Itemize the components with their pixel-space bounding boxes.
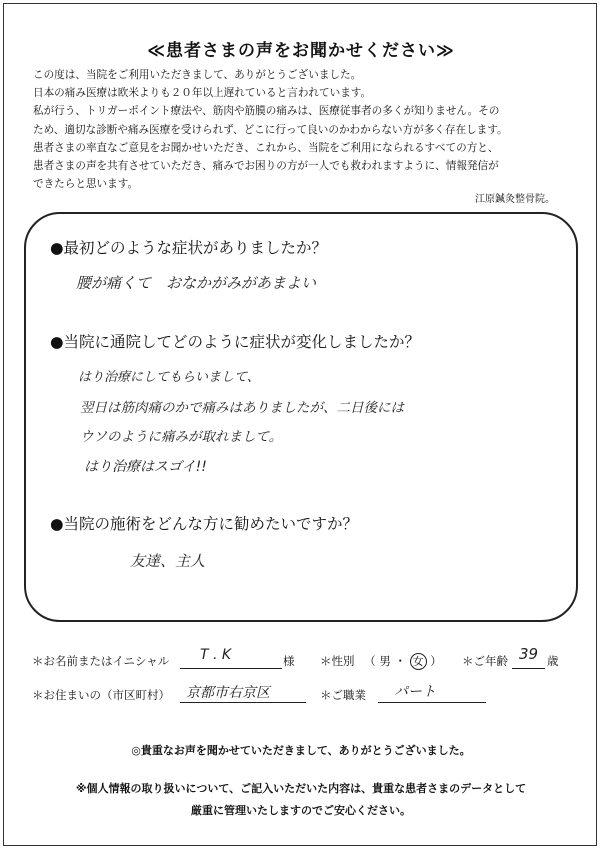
answer-2-line: 翌日は筋肉痛のかで痛みはありましたが、二日後には — [80, 400, 404, 416]
intro-line: 患者さまの声を共有させていただき、痛みでお困りの方が一人でも救われますように、情報発信が — [33, 160, 499, 173]
intro-line: 患者さまの率直なご意見をお聞かせいただき、これから、当院をご利用になられるすべての方と、 — [33, 141, 499, 154]
intro-line: できたらと思います。 — [33, 178, 139, 191]
name-value: T . K — [200, 647, 232, 663]
name-underline — [180, 668, 282, 669]
address-label: ＊お住まいの（市区町村） — [32, 688, 170, 702]
intro-line: 私が行う、トリガーポイント療法や、筋肉や筋膜の痛みは、医療従事者の多くが知りません。その — [33, 105, 500, 118]
intro-line: ため、適切な診断や痛み医療を受けられず、どこに行って良いのかわからない方が多く存在します。 — [33, 123, 508, 136]
address-underline — [180, 702, 306, 703]
age-value: 39 — [519, 645, 539, 663]
gender-label: ＊性別 — [320, 654, 355, 668]
gender-separator: ・ — [394, 654, 406, 668]
thanks-note: ◎貴重なお声を聞かせていただきまして、ありがとうございました。 — [131, 744, 471, 757]
gender-male: 男 — [379, 654, 391, 668]
question-2: ●当院に通院してどのように症状が変化しましたか？ — [50, 333, 421, 351]
answer-3-line: 友達、主人 — [130, 552, 206, 570]
age-suffix: 歳 — [547, 654, 559, 668]
job-value: パート — [394, 684, 436, 700]
gender-female-circled: 女 — [410, 653, 427, 670]
intro-line: この度は、当院をご利用いただきまして、ありがとうございました。 — [33, 69, 362, 81]
answer-1-line: 腰が痛くて おなかがみがあまよい — [76, 274, 317, 292]
address-value: 京都市右京区 — [186, 685, 270, 701]
privacy-note-line-2: 厳重に管理いたしますのでご安心ください。 — [191, 804, 411, 817]
name-label: ＊お名前またはイニシャル — [32, 654, 170, 668]
age-label: ＊ご年齢 — [462, 654, 508, 668]
gender-open: （ — [364, 654, 376, 668]
question-3: ●当院の施術をどんな方に勧めたいですか？ — [50, 515, 359, 533]
answer-2-line: ウソのように痛みが取れまして。 — [80, 429, 283, 445]
job-underline — [378, 702, 486, 703]
intro-line: 日本の痛み医療は欧米よりも２０年以上遅れていると言われています。 — [33, 87, 372, 100]
intro-paragraph — [33, 66, 563, 210]
page-title: ≪患者さまの声をお聞かせください≫ — [147, 41, 455, 61]
question-1: ●最初どのような症状がありましたか？ — [50, 239, 328, 257]
answer-2-line: はり治療にしてもらいまして、 — [78, 370, 260, 385]
job-label: ＊ご職業 — [320, 688, 366, 702]
privacy-note-line-1: ※個人情報の取り扱いについて、ご記入いただいた内容は、貴重な患者さまのデータとして — [75, 782, 527, 795]
age-underline — [512, 668, 545, 669]
gender-close: ） — [430, 654, 442, 668]
clinic-signature: 江原鍼灸整骨院。 — [475, 194, 555, 206]
gender-field — [320, 653, 442, 670]
name-suffix: 様 — [283, 654, 295, 668]
answer-2-line: はり治療はスゴイ!! — [84, 459, 207, 475]
